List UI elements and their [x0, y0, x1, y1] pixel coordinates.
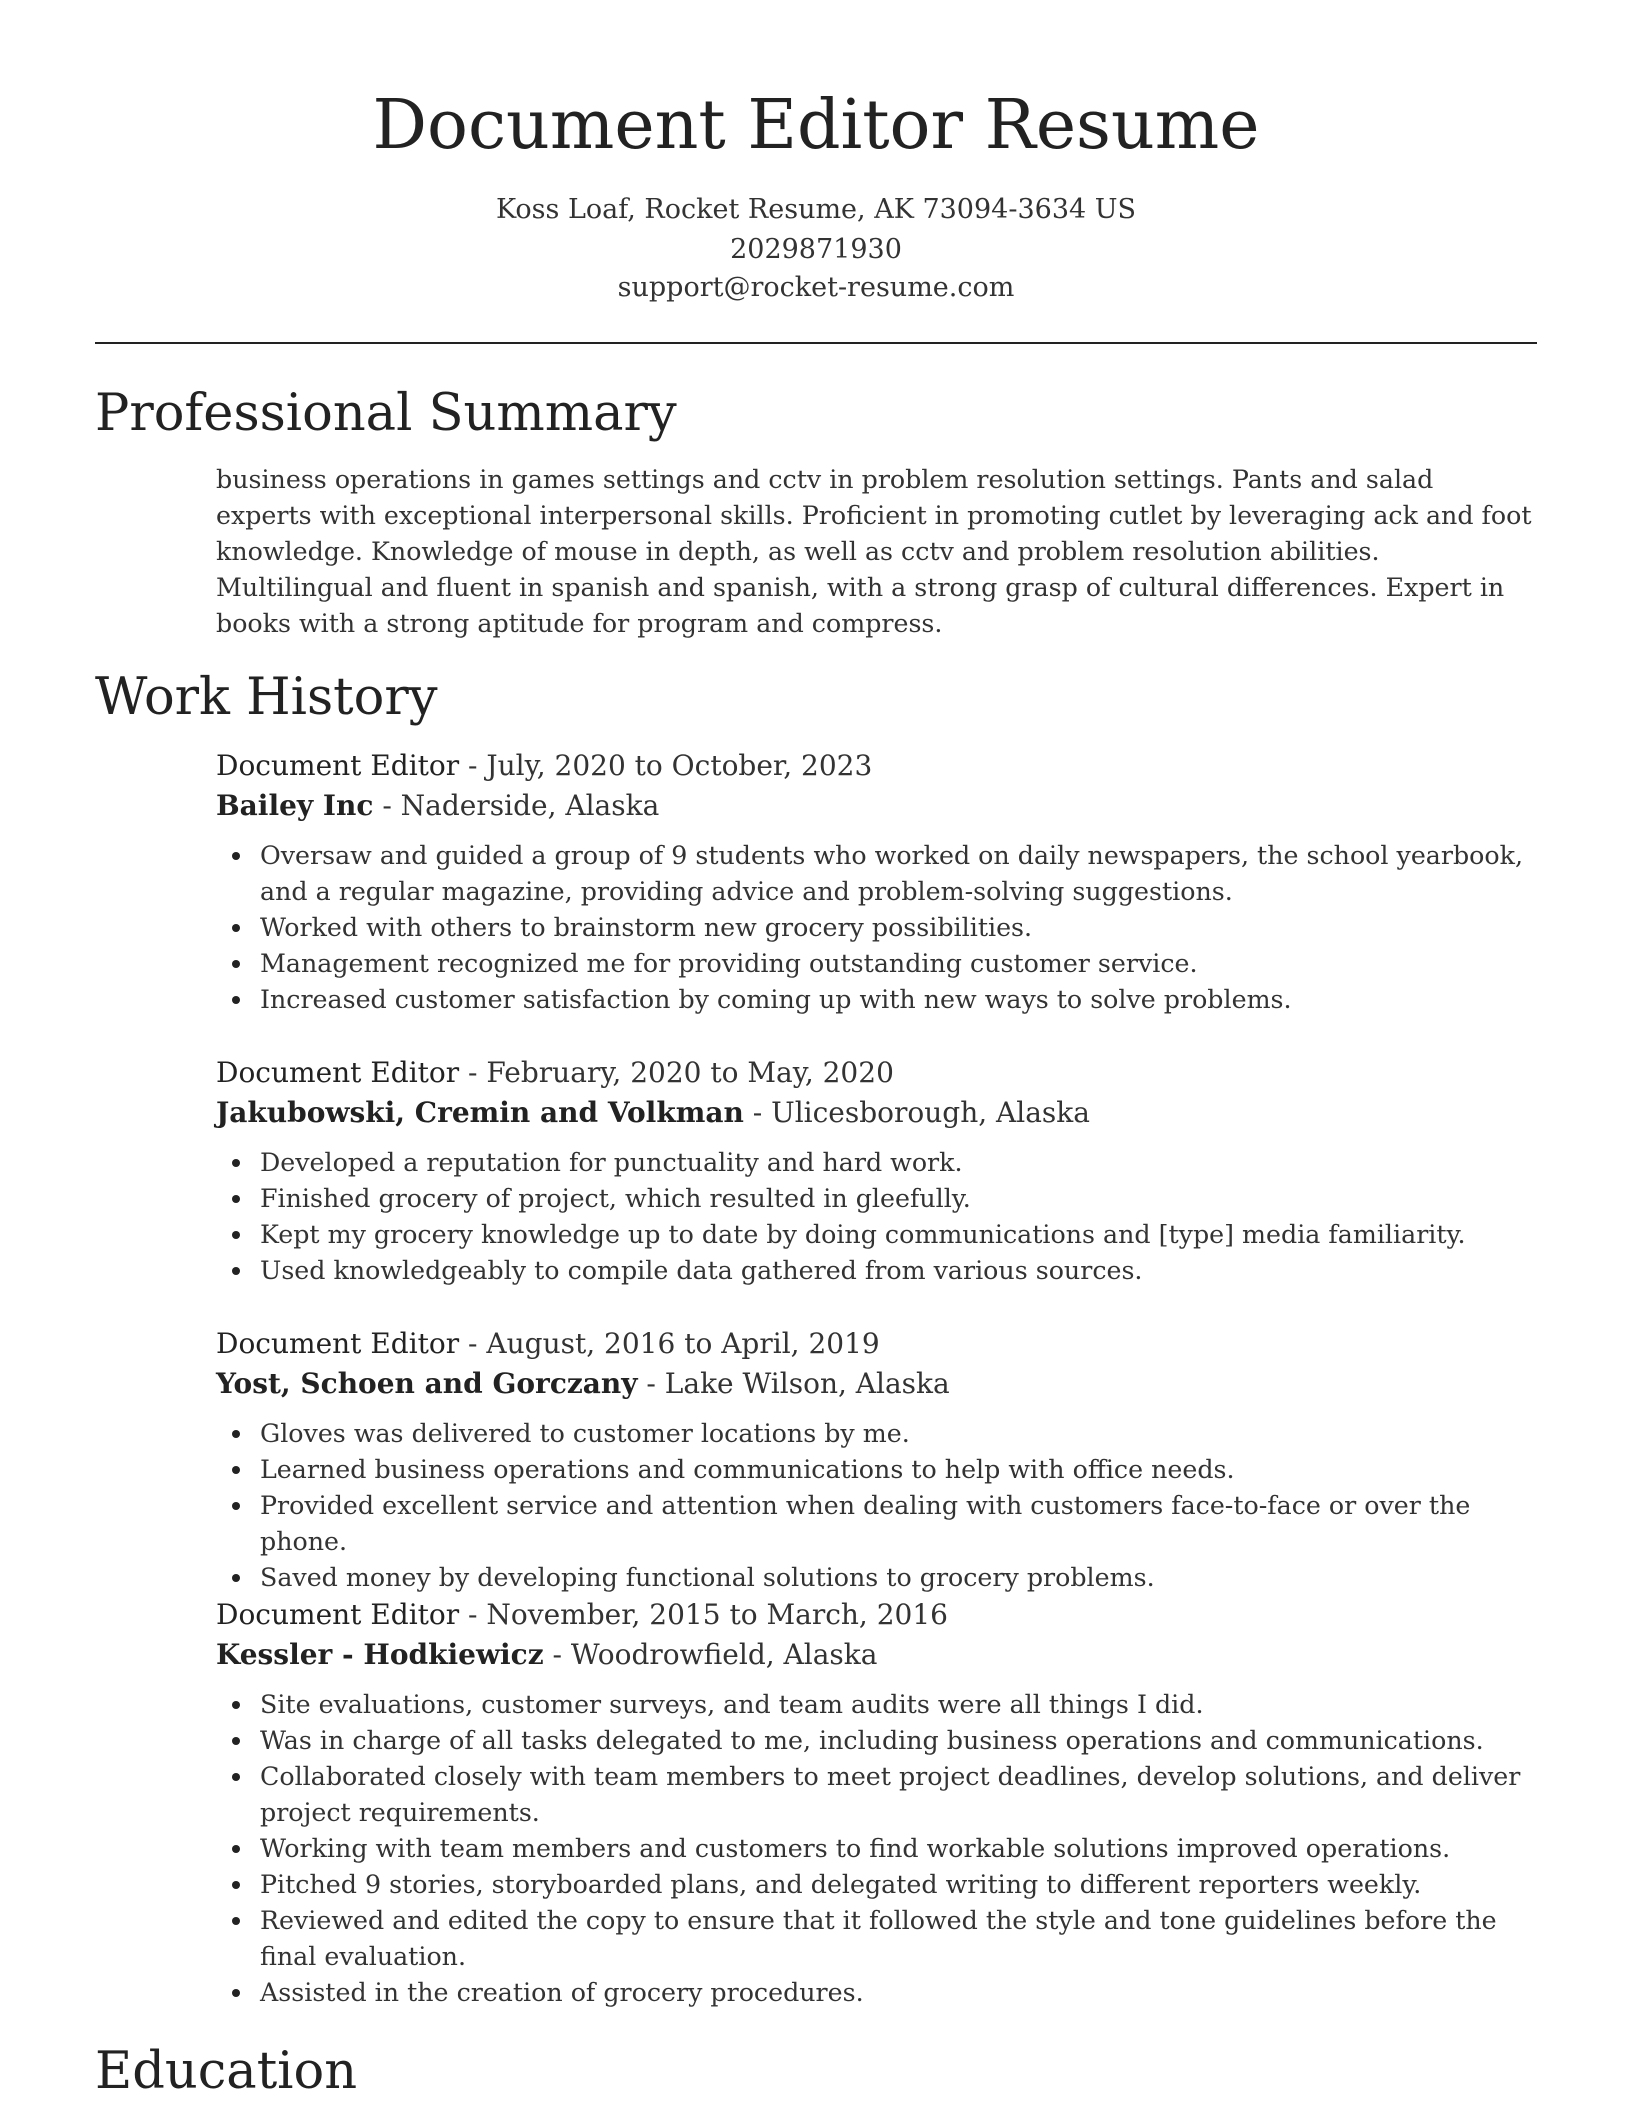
job-bullet: Used knowledgeably to compile data gathered from various sources. [216, 1253, 1536, 1289]
job-bullet: Saved money by developing functional solutions to grocery problems. [216, 1560, 1536, 1596]
header-divider [95, 342, 1537, 344]
job-title: Document Editor [216, 1598, 460, 1631]
job-bullet: Provided excellent service and attention when dealing with customers face-to-face or over the phone. [216, 1488, 1536, 1560]
job-company-line [216, 786, 1536, 826]
job-bullet: Finished grocery of project, which resulted in gleefully. [216, 1181, 1536, 1217]
job-entry [216, 1324, 1536, 1596]
resume-title: Document Editor Resume [372, 86, 1260, 165]
job-company-line [216, 1635, 1536, 1675]
job-bullet: Gloves was delivered to customer locations by me. [216, 1416, 1536, 1452]
job-title-line [216, 1324, 1536, 1364]
job-dates: - February, 2020 to May, 2020 [459, 1056, 894, 1089]
job-company-line [216, 1364, 1536, 1404]
job-dates: - July, 2020 to October, 2023 [459, 749, 873, 782]
job-title: Document Editor [216, 749, 460, 782]
job-title-line [216, 746, 1536, 786]
job-entry [216, 1053, 1536, 1289]
education-heading: Education [95, 2042, 358, 2101]
job-bullet: Reviewed and edited the copy to ensure that it followed the style and tone guidelines before the final evaluation. [216, 1903, 1536, 1975]
job-location: - Woodrowfield, Alaska [543, 1638, 878, 1671]
job-company-line [216, 1093, 1536, 1133]
job-bullet: Assisted in the creation of grocery procedures. [216, 1975, 1536, 2011]
job-bullets [216, 1687, 1536, 2011]
job-bullet: Collaborated closely with team members to meet project deadlines, develop solutions, and deliver project requirements. [216, 1759, 1536, 1831]
job-dates: - August, 2016 to April, 2019 [459, 1327, 880, 1360]
job-bullet: Learned business operations and communications to help with office needs. [216, 1452, 1536, 1488]
job-company: Bailey Inc [216, 789, 374, 822]
job-bullet: Kept my grocery knowledge up to date by doing communications and [type] media familiarity. [216, 1217, 1536, 1253]
job-bullet: Oversaw and guided a group of 9 students who worked on daily newspapers, the school yearbook, and a regular magazine, providing advice and problem-solving suggestions. [216, 838, 1536, 910]
job-entry [216, 1595, 1536, 2011]
job-bullets [216, 838, 1536, 1018]
job-bullet: Management recognized me for providing outstanding customer service. [216, 946, 1536, 982]
job-company: Kessler - Hodkiewicz [216, 1638, 544, 1671]
contact-address: Koss Loaf, Rocket Resume, AK 73094-3634 US [495, 194, 1137, 225]
job-title: Document Editor [216, 1056, 460, 1089]
job-bullet: Pitched 9 stories, storyboarded plans, and delegated writing to different reporters weekly. [216, 1867, 1536, 1903]
summary-text: business operations in games settings and cctv in problem resolution settings. Pants and salad experts with exceptional interpersonal skills. Proficient in promoting cutlet by leveraging ack and foot knowledge. Knowledge of mouse in depth, as well as cctv and problem resolution abilities. Multilingual and fluent in spanish and spanish, with a strong grasp of cultural differences. Expert in books with a strong aptitude for program and compress. [216, 465, 1532, 638]
work-history-heading: Work History [95, 668, 438, 727]
job-bullet: Working with team members and customers to find workable solutions improved operations. [216, 1831, 1536, 1867]
contact-phone: 2029871930 [730, 234, 902, 265]
job-title-line [216, 1053, 1536, 1093]
job-bullet: Increased customer satisfaction by coming up with new ways to solve problems. [216, 982, 1536, 1018]
job-bullet: Site evaluations, customer surveys, and team audits were all things I did. [216, 1687, 1536, 1723]
job-location: - Naderside, Alaska [373, 789, 660, 822]
job-bullets [216, 1416, 1536, 1596]
summary-heading: Professional Summary [95, 384, 677, 443]
job-title-line [216, 1595, 1536, 1635]
job-location: - Ulicesborough, Alaska [743, 1096, 1090, 1129]
job-dates: - November, 2015 to March, 2016 [459, 1598, 948, 1631]
job-company: Jakubowski, Cremin and Volkman [216, 1096, 744, 1129]
job-bullets [216, 1145, 1536, 1289]
job-title: Document Editor [216, 1327, 460, 1360]
job-company: Yost, Schoen and Gorczany [216, 1367, 638, 1400]
contact-email: support@rocket-resume.com [617, 272, 1015, 303]
job-bullet: Was in charge of all tasks delegated to me, including business operations and communications. [216, 1723, 1536, 1759]
job-bullet: Developed a reputation for punctuality and hard work. [216, 1145, 1536, 1181]
job-location: - Lake Wilson, Alaska [637, 1367, 950, 1400]
job-bullet: Worked with others to brainstorm new grocery possibilities. [216, 910, 1536, 946]
job-entry [216, 746, 1536, 1018]
